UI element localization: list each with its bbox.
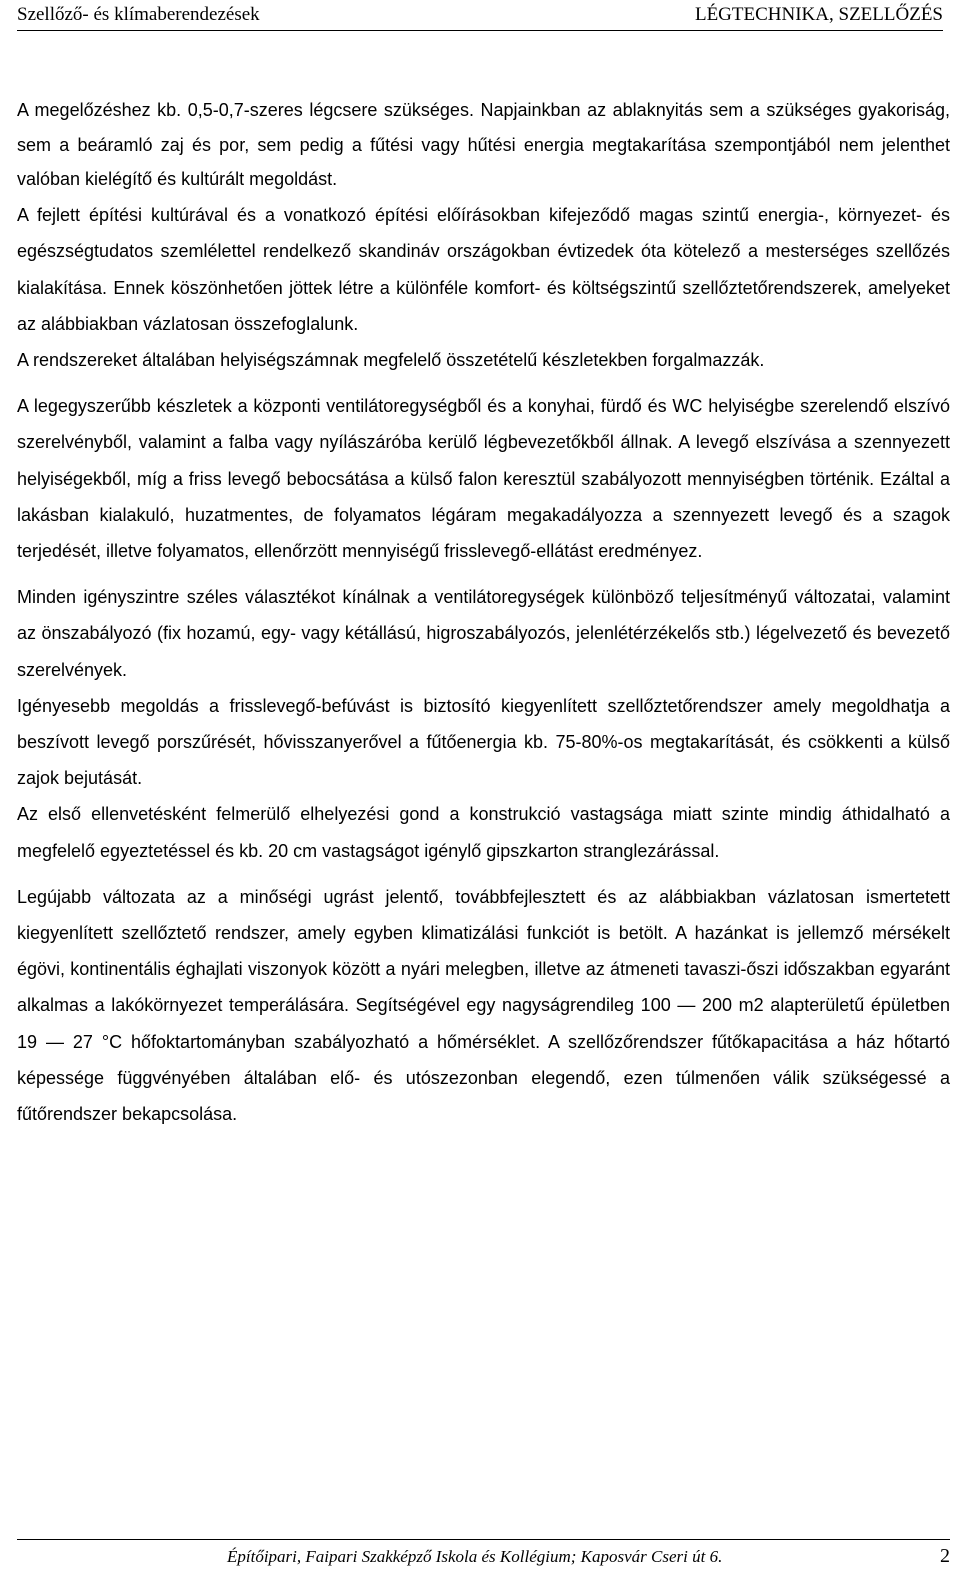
footer-school-address: Építőipari, Faipari Szakképző Iskola és Kollégium; Kaposvár Cseri út 6. xyxy=(227,1547,723,1566)
document-body xyxy=(17,93,950,1132)
paragraph-scandinavian-ventilation: A fejlett építési kultúrával és a vonatkozó építési előírásokban kifejeződő magas szintű energia-, környezet- és egészségtudatos szemlélettel rendelkező skandináv országokban évtizedek óta kötelező a mesterséges szellőzés kialakítása. Ennek köszönhetően jöttek létre a különféle komfort- és költségszintű szellőztetőrendszerek, amelyeket az alábbiakban vázlatosan összefoglalunk. xyxy=(17,205,950,334)
paragraph-balanced-system: Igényesebb megoldás a frisslevegő-befúvást is biztosító kiegyenlített szellőztetőrendszer amely megoldhatja a beszívott levegő porszűrését, hővisszanyerővel a fűtőenergia kb. 75-80%-os megtakarítását, és csökkenti a külső zajok bejutását. xyxy=(17,695,950,789)
header-section-title: LÉGTECHNIKA, SZELLŐZÉS xyxy=(694,4,943,25)
paragraph-system-sets: A rendszereket általában helyiségszámnak megfelelő összetételű készletekben forgalmazzák. xyxy=(17,349,765,370)
paragraph-fan-unit-variants: Minden igényszintre széles választékot kínálnak a ventilátoregységek különböző teljesítményű változatai, valamint az önszabályozó (fix hozamú, egy- vagy kétállású, higroszabályozós, jelenlétérzékelős stb.) légelvezető és bevezető szerelvények. xyxy=(17,587,950,680)
page-footer xyxy=(17,1539,950,1570)
paragraph-air-exchange: A megelőzéshez kb. 0,5-0,7-szeres légcsere szükséges. Napjainkban az ablaknyitás sem a szükséges gyakoriság, sem a beáramló zaj és por, sem pedig a fűtési vagy hűtési energia megtakarítása szempontjából nem jelenthet valóban kielégítő és kultúrált megoldást. xyxy=(17,100,950,190)
page-number: 2 xyxy=(940,1545,950,1567)
paragraph-placement-issue: Az első ellenvetésként felmerülő elhelyezési gond a konstrukció vastagsága miatt szinte mindig áthidalható a megfelelő egyeztetéssel és kb. 20 cm vastagságot igénylő gipszkarton stranglezárással. xyxy=(17,804,950,861)
paragraph-latest-version: Legújabb változata az a minőségi ugrást jelentő, továbbfejlesztett és az alábbiakban vázlatosan ismertetett kiegyenlített szellőztető rendszer, amely egyben klimatizálási funkciót is betölt. A hazánkat is jellemző mérsékelt égövi, kontinentális éghajlati viszonyok között a nyári melegben, illetve az átmeneti tavaszi-őszi időszakban egyaránt alkalmas a lakókörnyezet temperálására. Segítségével egy nagyságrendileg 100 — 200 m2 alapterületű épületben 19 — 27 °C hőfoktartományban szabályozható a hőmérséklet. A szellőzőrendszer fűtőkapacitása a ház hőtartó képessége függvényében általában elő- és utószezonban elegendő, ezen túlmenően válik szükségessé a fűtőrendszer bekapcsolása. xyxy=(17,886,950,1124)
paragraph-simple-sets: A legegyszerűbb készletek a központi ventilátoregységből és a konyhai, fürdő és WC helyiségbe szerelendő elszívó szerelvényből, valamint a falba vagy nyílászáróba kerülő légbevezetőkből állnak. A levegő elszívása a szennyezett helyiségekből, míg a friss levegő bebocsátása a külső falon keresztül szabályozott mennyiségben történik. Ezáltal a lakásban kialakuló, huzatmentes, de folyamatos légáram megakadályozza a szennyezett levegő és a szagok terjedését, illetve folyamatos, ellenőrzött mennyiségű frisslevegő-ellátást eredményez. xyxy=(17,396,950,561)
page-header xyxy=(17,4,943,31)
header-document-title: Szellőző- és klímaberendezések xyxy=(17,4,260,25)
